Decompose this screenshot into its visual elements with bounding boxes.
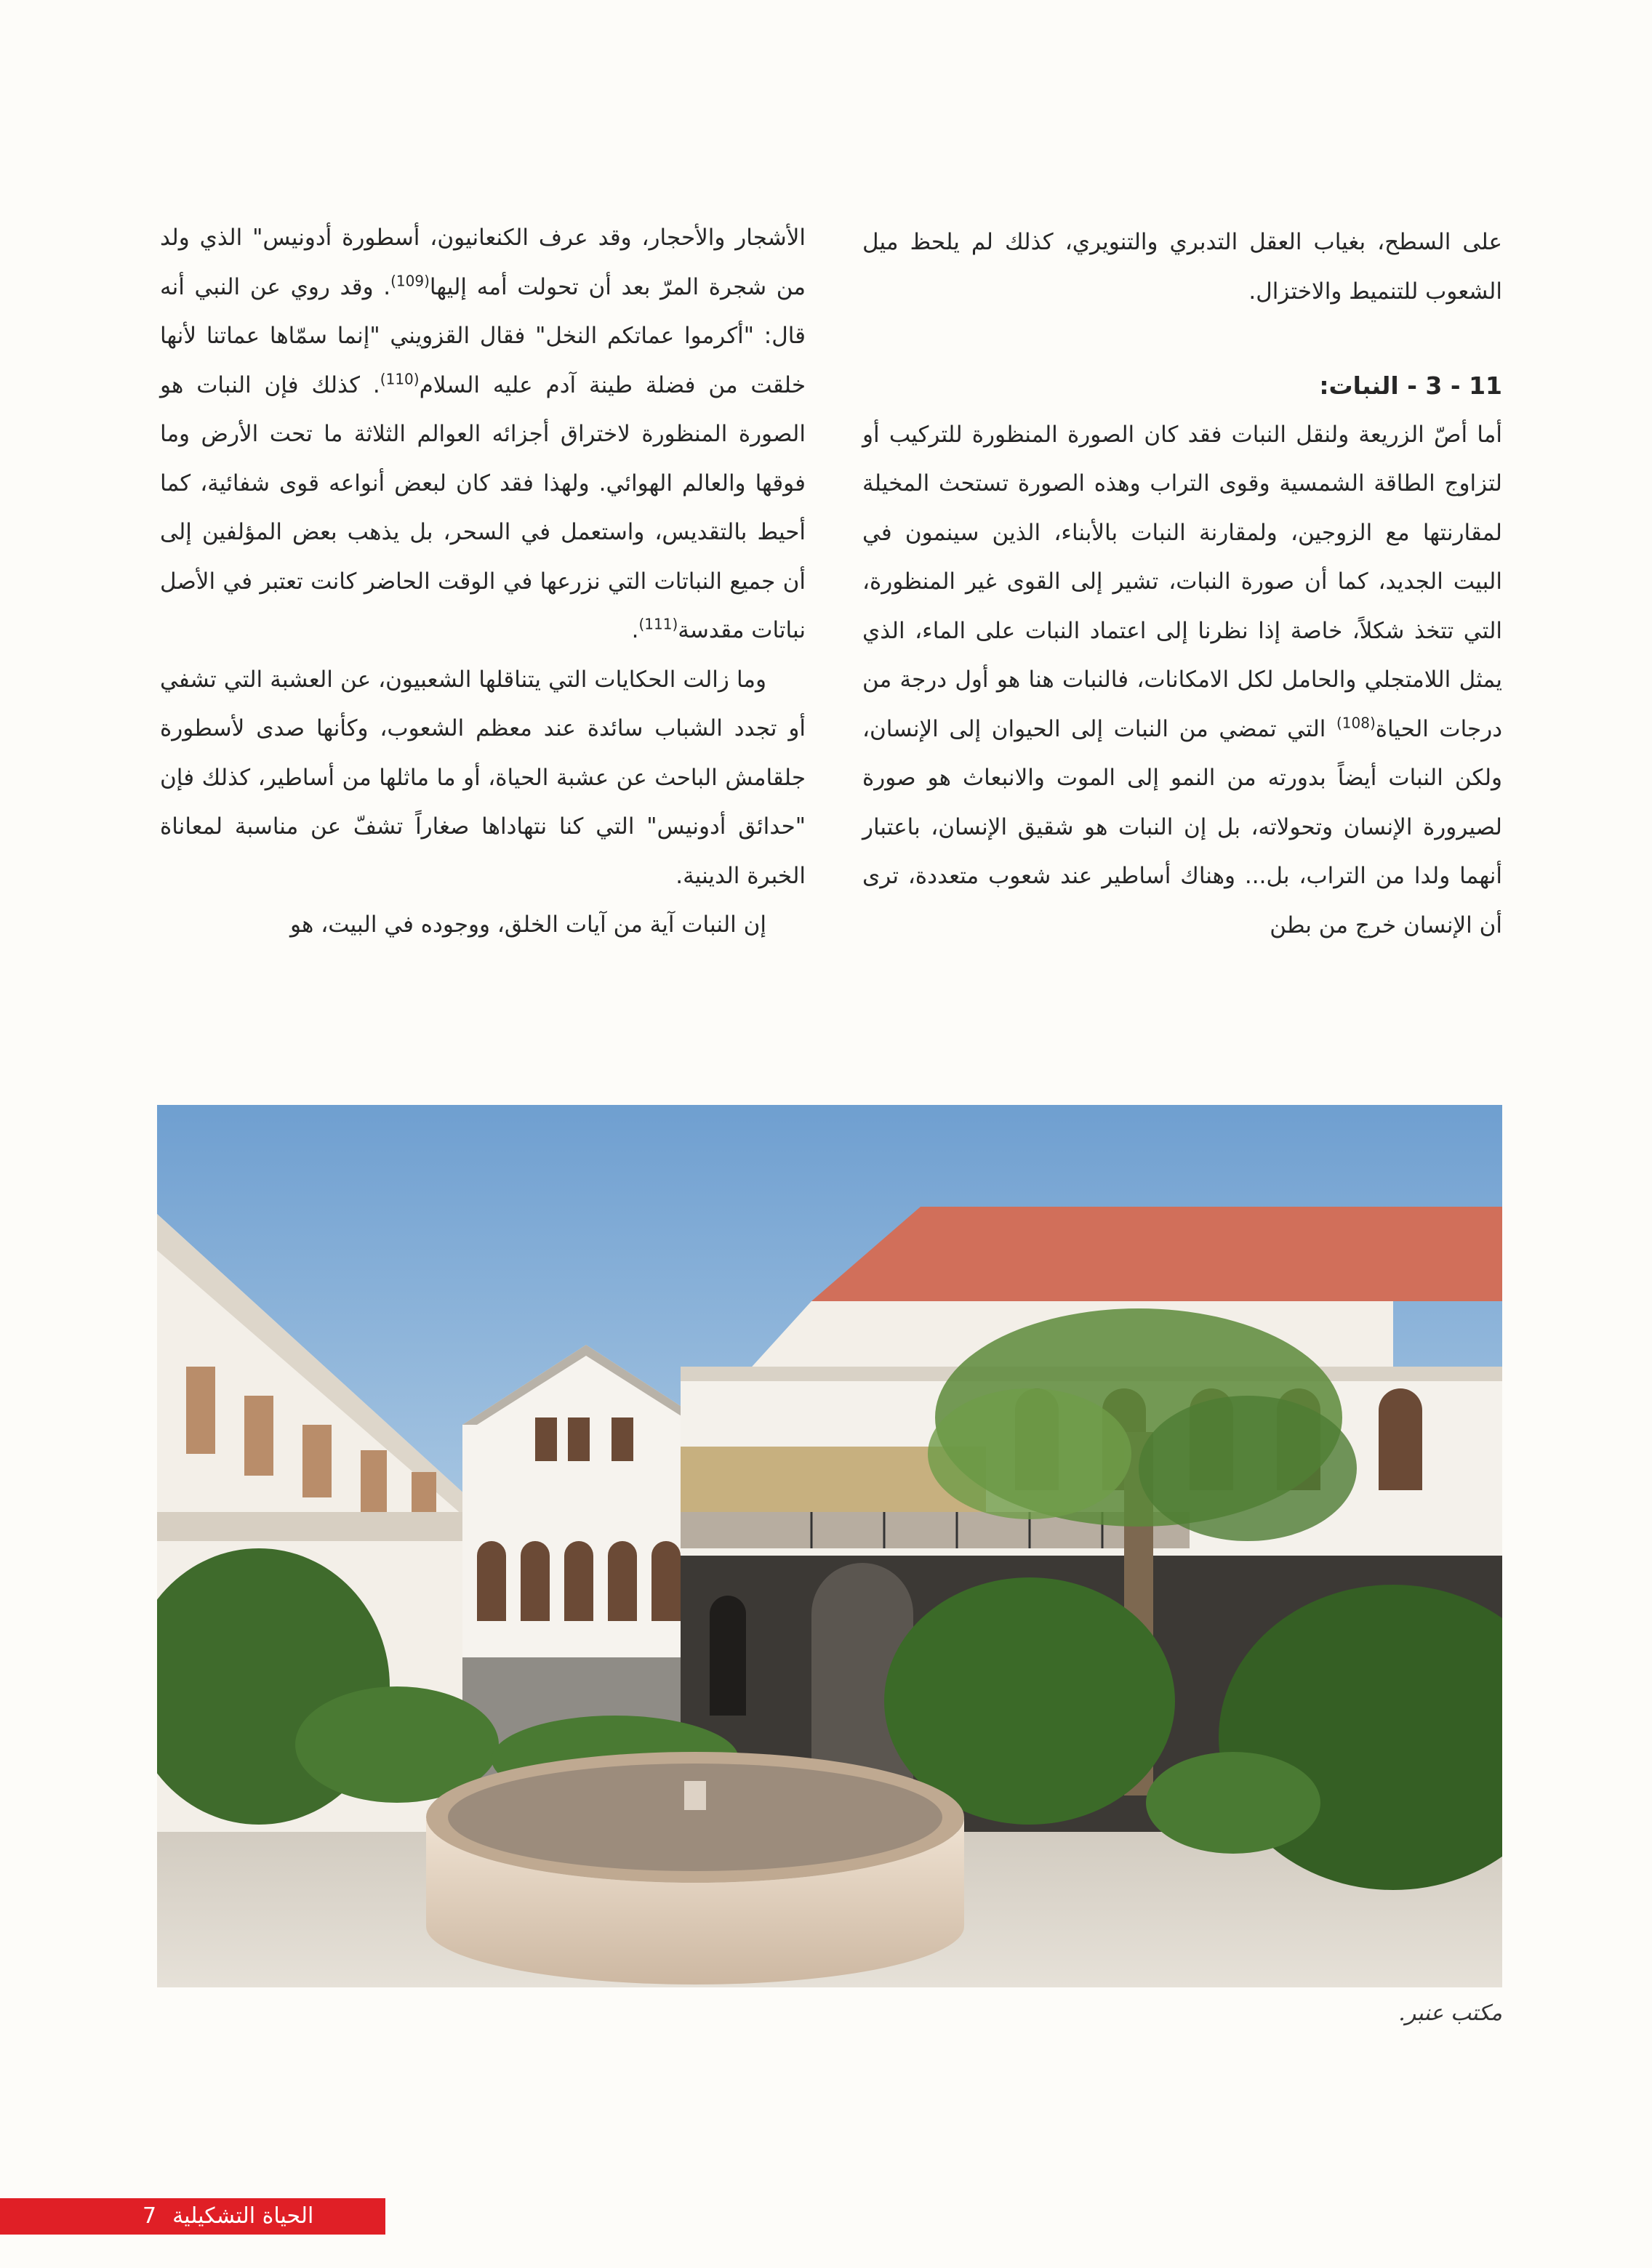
- adonis-text-b: . وقد روي عن النبي أنه قال: "أكرموا عماتكم النخل" فقال القزويني "إنما سمّاها عماتنا لأنها خلقت من فضلة طينة آدم عليه السلام: [160, 273, 806, 398]
- footnote-ref-108: (108): [1336, 714, 1376, 732]
- adonis-text-a: الأشجار والأحجار، وقد عرف الكنعانيون، أسطورة أدونيس" الذي ولد من شجرة المرّ بعد أن تحولت أمه إليها: [160, 225, 806, 300]
- section-heading: 11 - 3 - النبات:: [1319, 371, 1502, 400]
- footnote-ref-110: (110): [380, 370, 420, 388]
- adonis-paragraph: [160, 214, 806, 656]
- closing-paragraph: إن النبات آية من آيات الخلق، ووجوده في البيت، هو: [290, 912, 766, 938]
- footer-text: [143, 2198, 313, 2235]
- right-text-column: [862, 218, 1502, 950]
- footnote-ref-111: (111): [638, 615, 678, 633]
- left-text-column: [160, 214, 806, 950]
- courtyard-photo: [157, 1105, 1502, 1987]
- plant-paragraph-text: أما أصّ الزريعة ولنقل النبات فقد كان الصورة المنظورة للتركيب أو لتزاوج الطاقة الشمسية وقوى التراب وهذه الصورة تستحث المخيلة لمقارنتها مع الزوجين، ولمقارنة النبات بالأبناء، الذين سينمون في البيت الجديد، كما أن صورة النبات، تشير إلى القوى غير المنظورة، التي تتخذ شكلاً، خاصة إذا نظرنا إلى اعتماد النبات على الماء، الذي يمثل اللامتجلي والحامل لكل الامكانات، فالنبات هنا هو أول درجة من درجات الحياة: [862, 421, 1502, 742]
- footnote-ref-109: (109): [390, 272, 430, 290]
- plant-paragraph-continued: التي تمضي من النبات إلى الحيوان إلى الإنسان، ولكن النبات أيضاً بدورته من النمو إلى الموت والانبعاث هو صورة لصيرورة الإنسان وتحولاته، بل إن النبات هو شقيق الإنسان، باعتبار أنهما ولدا من التراب، بل... وهناك أساطير عند شعوب متعددة، ترى أن الإنسان خرج من بطن: [862, 715, 1502, 938]
- magazine-name: الحياة التشكيلية: [172, 2203, 314, 2229]
- herb-paragraph: وما زالت الحكايات التي يتناقلها الشعبيون، عن العشبة التي تشفي أو تجدد الشباب سائدة عند معظم الشعوب، وكأنها صدى لأسطورة جلقامش الباحث عن عشبة الحياة، أو ما ماثلها من أساطير، كذلك فإن "حدائق أدونيس" التي كنا نتهاداها صغاراً تشفّ عن مناسبة لمعاناة الخبرة الدينية.: [160, 666, 806, 889]
- page-number: 7: [143, 2203, 157, 2229]
- photo-caption: مكتب عنبر.: [1398, 2000, 1502, 2026]
- adonis-text-d: .: [631, 617, 639, 643]
- plant-paragraph: [862, 411, 1502, 951]
- intro-paragraph: على السطح، بغياب العقل التدبري والتنويري، كذلك لم يلحظ ميل الشعوب للتنميط والاختزال.: [862, 229, 1502, 305]
- adonis-text-c: . كذلك فإن النبات هو الصورة المنظورة لاختراق أجزائه العوالم الثلاثة ما تحت الأرض وما فوقها والعالم الهوائي. ولهذا فقد كان لبعض أنواعه قوى شفائية، كما أحيط بالتقديس، واستعمل في السحر، بل يذهب بعض المؤلفين إلى أن جميع النباتات التي نزرعها في الوقت الحاضر كانت تعتبر في الأصل نباتات مقدسة: [160, 371, 806, 643]
